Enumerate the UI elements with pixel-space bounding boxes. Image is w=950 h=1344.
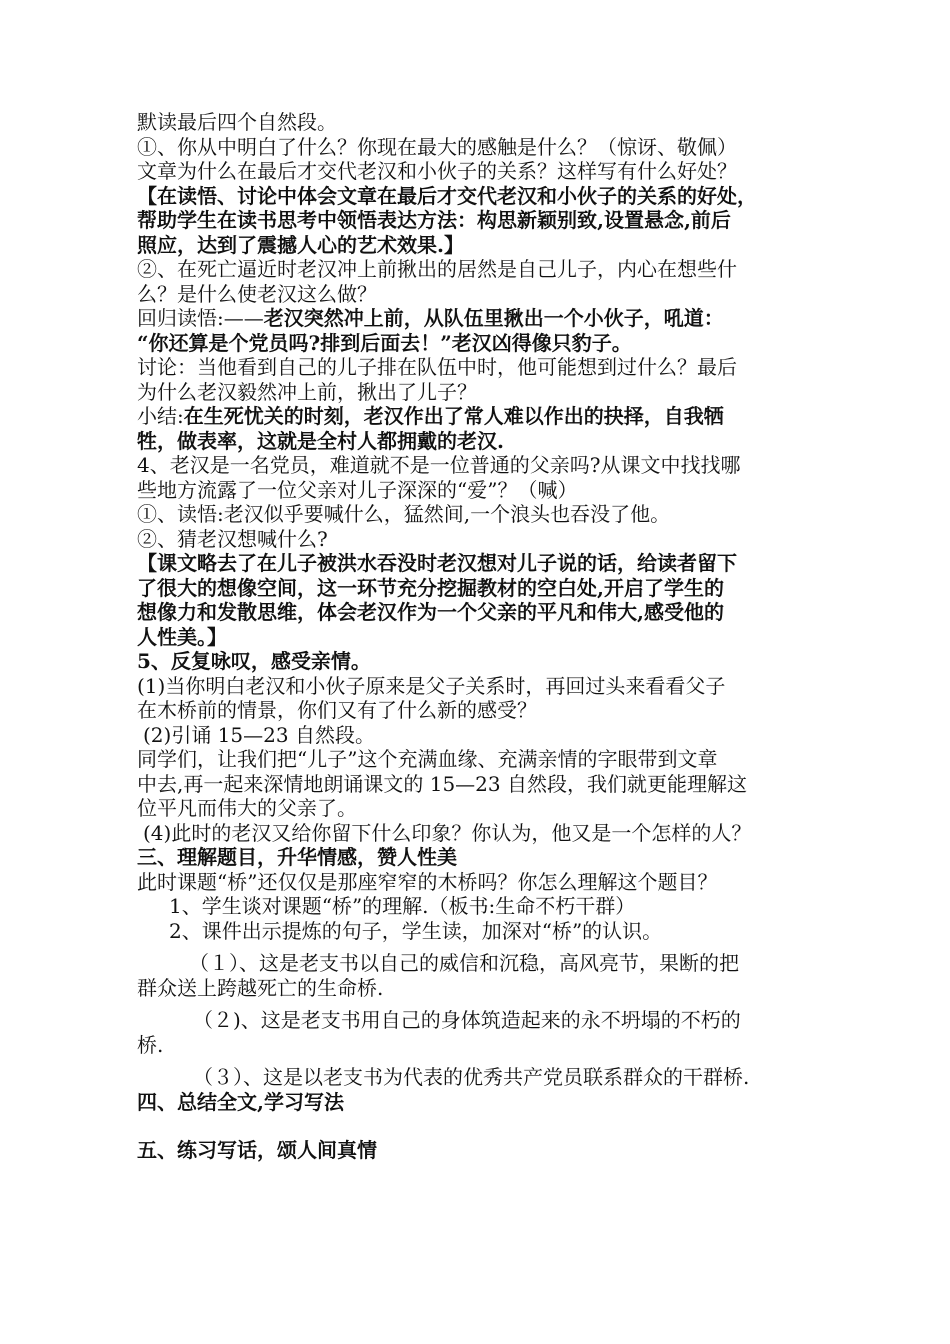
section-heading: 五、练习写话，颂人间真情: [137, 1138, 377, 1162]
bold-note-line: 了很大的想像空间，这一环节充分挖掘教材的空白处,开启了学生的: [137, 575, 724, 600]
label-text: 小结:: [137, 404, 184, 428]
text-line: 桥.: [137, 1032, 164, 1057]
text-line: 在木桥前的情景，你们又有了什么新的感受？: [137, 698, 537, 722]
text-line: [137, 306, 827, 331]
text-line: (2)引诵 15—23 自然段。: [143, 722, 375, 747]
document-page: [137, 110, 827, 1163]
bold-note-line: 帮助学生在读书思考中领悟表达方法：构思新颖别致,设置悬念,前后: [137, 208, 731, 232]
text-line: 1、学生谈对课题“桥”的理解.（板书:生命不朽干群）: [169, 894, 636, 918]
bold-quote: 老汉突然冲上前，从队伍里揪出一个小伙子，吼道：: [263, 306, 724, 330]
text-line: (1)当你明白老汉和小伙子原来是父子关系时，再回过头来看看父子: [137, 673, 726, 698]
text-line: 群众送上跨越死亡的生命桥.: [137, 975, 384, 1000]
text-line: ②、猜老汉想喊什么?: [137, 526, 328, 551]
text-line: 么？是什么使老汉这么做？: [137, 281, 377, 306]
text-line: (4)此时的老汉又给你留下什么印象？你认为，他又是一个怎样的人？: [143, 820, 752, 845]
text-line: （３）、这是以老支书为代表的优秀共产党员联系群众的干群桥.: [193, 1065, 750, 1089]
bold-note-line: 【在读悟、讨论中体会文章在最后才交代老汉和小伙子的关系的好处，: [137, 183, 757, 208]
text-line: ①、你从中明白了什么？你现在最大的感触是什么？（惊讶、敬佩）: [137, 134, 737, 159]
section-heading: 5、反复咏叹，感受亲情。: [137, 649, 371, 673]
text-line: 为什么老汉毅然冲上前，揪出了儿子？: [137, 379, 477, 404]
bold-note-line: 【课文略去了在儿子被洪水吞没时老汉想对儿子说的话，给读者留下: [137, 551, 737, 575]
bold-note-line: 照应，达到了震撼人心的艺术效果.】: [137, 232, 464, 257]
text-line: 位平凡而伟大的父亲了。: [137, 796, 357, 820]
section-heading: 四、总结全文,学习写法: [137, 1089, 344, 1114]
text-line: [137, 404, 827, 429]
text-line: （２)、这是老支书用自己的身体筑造起来的永不坍塌的不朽的: [193, 1008, 741, 1032]
text-line: 同学们，让我们把“儿子”这个充满血缘、充满亲情的字眼带到文章: [137, 747, 718, 771]
bold-summary: 在生死忧关的时刻，老汉作出了常人难以作出的抉择，自我牺: [183, 404, 724, 428]
section-heading: 三、理解题目，升华情感，赞人性美: [137, 845, 457, 869]
bold-note-line: 人性美。】: [137, 624, 227, 649]
text-line: ①、读悟:老汉似乎要喊什么，猛然间,一个浪头也吞没了他。: [137, 502, 671, 526]
text-line: 此时课题“桥”还仅仅是那座窄窄的木桥吗？你怎么理解这个题目？: [137, 869, 718, 894]
label-text: 回归读悟:——: [137, 306, 264, 330]
text-line: 讨论：当他看到自己的儿子排在队伍中时，他可能想到过什么？最后: [137, 355, 737, 379]
text-line: （１）、这是老支书以自己的威信和沉稳，高风亮节，果断的把: [189, 951, 739, 975]
text-line: 文章为什么在最后才交代老汉和小伙子的关系？这样写有什么好处？: [137, 159, 737, 183]
bold-quote-line: “你还算是个党员吗?排到后面去！”老汉凶得像只豹子。: [137, 330, 632, 355]
bold-note-line: 想像力和发散思维，体会老汉作为一个父亲的平凡和伟大,感受他的: [137, 600, 724, 624]
text-line: 4、老汉是一名党员，难道就不是一位普通的父亲吗?从课文中找找哪: [137, 453, 741, 477]
text-line: 中去,再一起来深情地朗诵课文的 15—23 自然段，我们就更能理解这: [137, 771, 747, 796]
text-line: 些地方流露了一位父亲对儿子深深的“爱”？（喊）: [137, 477, 578, 502]
bold-summary-line: 牲，做表率，这就是全村人都拥戴的老汉.: [137, 428, 504, 453]
text-line: 默读最后四个自然段。: [137, 110, 337, 134]
text-line: 2、课件出示提炼的句子，学生读，加深对“桥”的认识。: [169, 918, 663, 943]
text-line: ②、在死亡逼近时老汉冲上前揪出的居然是自己儿子，内心在想些什: [137, 257, 737, 281]
